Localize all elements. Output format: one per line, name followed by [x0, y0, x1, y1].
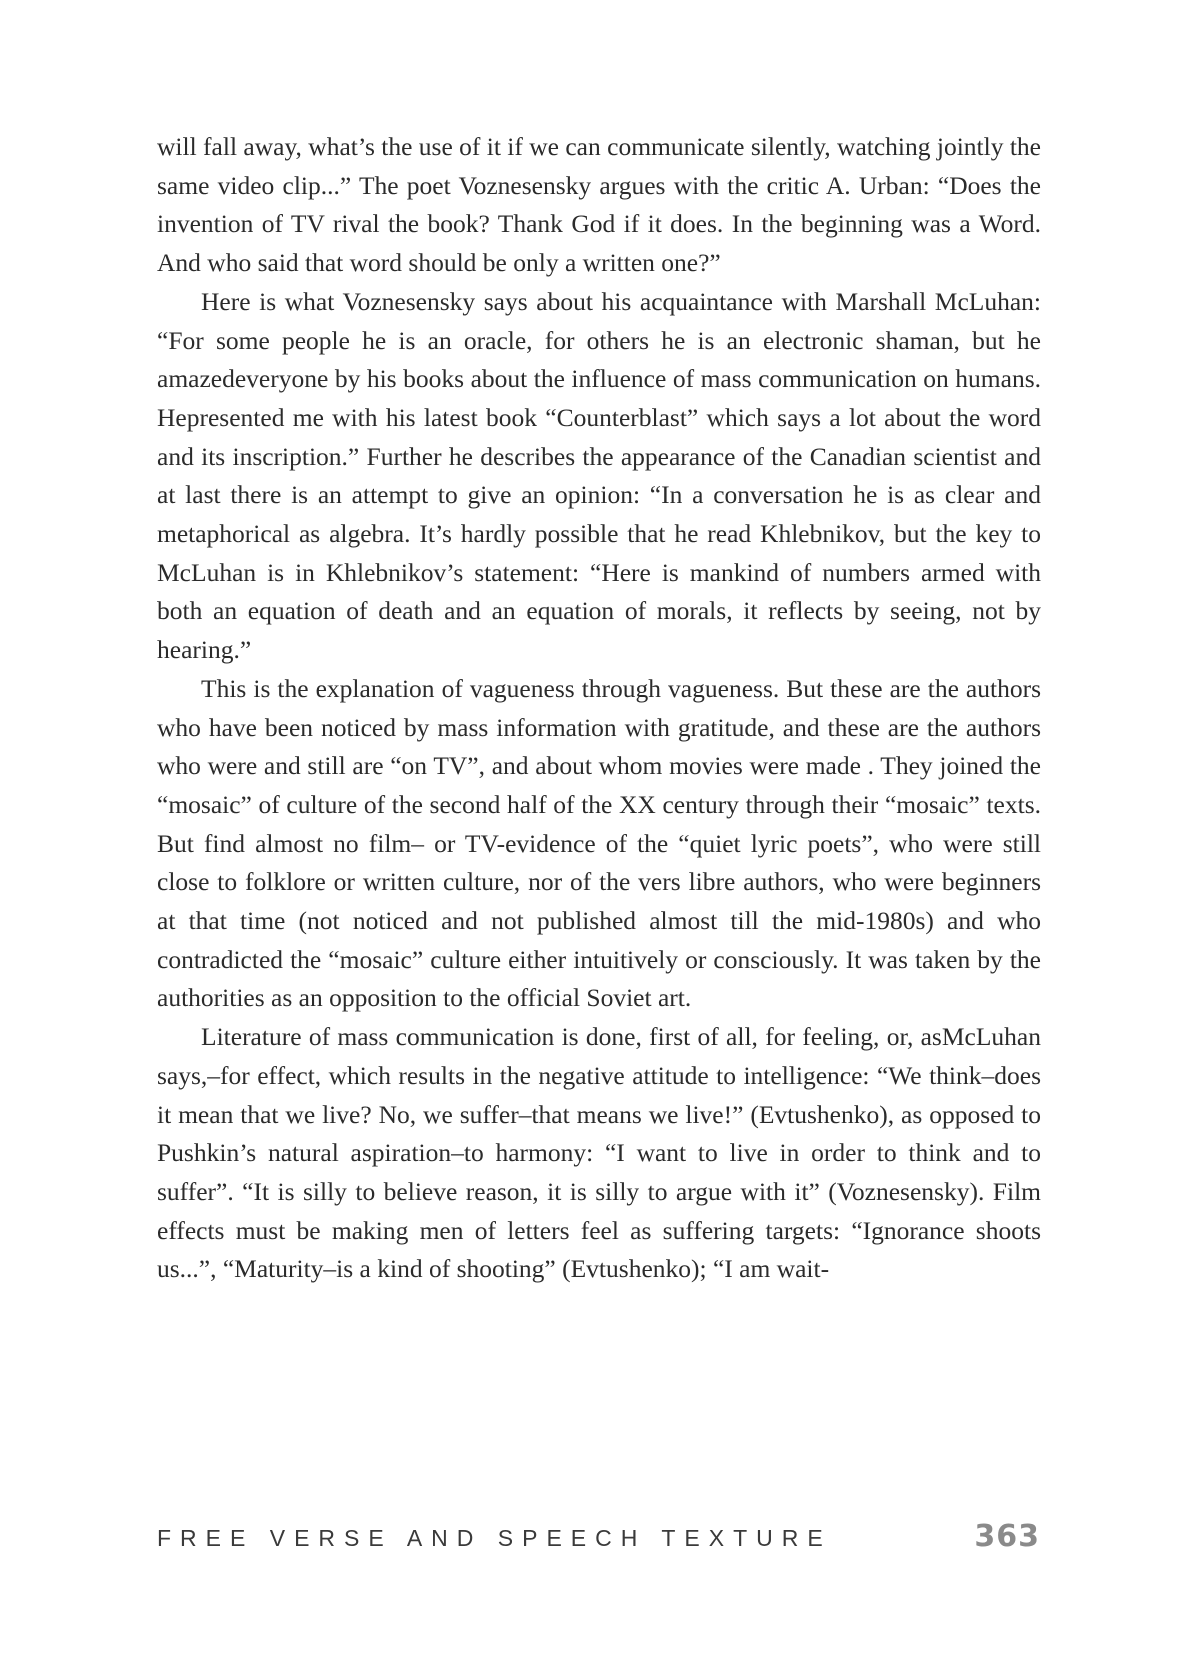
running-footer-title: FREE VERSE AND SPEECH TEXTURE	[157, 1525, 832, 1551]
paragraph-2: Here is what Voznesensky says about his acquaintance with Marshall McLuhan: “For some people he is an oracle, for others he is an electronic shaman, but he amazedeveryone by his books about the influence of mass communication on humans. Hepresented me with his latest book “Counterblast” which says a lot about the word and its inscription.” Further he describes the appearance of the Canadian scientist and at last there is an attempt to give an opinion: “In a conversation he is as clear and metaphorical as algebra. It’s hardly possible that he read Khlebnikov, but the key to McLuhan is in Khlebnikov’s statement: “Here is mankind of numbers armed with both an equation of death and an equation of morals, it reflects by seeing, not by hearing.”	[157, 286, 1041, 665]
paragraph-3: This is the explanation of vagueness through vagueness. But these are the authors who have been noticed by mass information with gratitude, and these are the authors who were and still are “on TV”, and about whom movies were made . They joined the “mosaic” of culture of the second half of the XX century through their “mosaic” texts. But find almost no film– or TV-evidence of the “quiet lyric poets”, who were still close to folklore or written culture, nor of the vers libre authors, who were beginners at that time (not noticed and not published almost till the mid-1980s) and who contradicted the “mosaic” culture either intuitively or consciously. It was taken by the authorities as an opposition to the official Soviet art.	[157, 673, 1041, 1013]
body-text	[157, 128, 1041, 1289]
paragraph-1: will fall away, what’s the use of it if we can communicate silently, watching jointly the same video clip...” The poet Voznesensky argues with the critic A. Urban: “Does the invention of TV rival the book? Thank God if it does. In the beginning was a Word. And who said that word should be only a written one?”	[157, 132, 1041, 278]
page-number: 363	[974, 1519, 1040, 1554]
paragraph-4: Literature of mass communication is done, first of all, for feeling, or, asMcLuhan says,–for effect, which results in the negative attitude to intelligence: “We think–does it mean that we live? No, we suffer–that means we live!” (Evtushenko), as opposed to Pushkin’s natural aspiration–to harmony: “I want to live in order to think and to suffer”. “It is silly to believe reason, it is silly to argue with it” (Voznesensky). Film effects must be making men of letters feel as suffering targets: “Ignorance shoots us...”, “Maturity–is a kind of shooting” (Evtushenko); “I am wait-	[157, 1022, 1041, 1284]
